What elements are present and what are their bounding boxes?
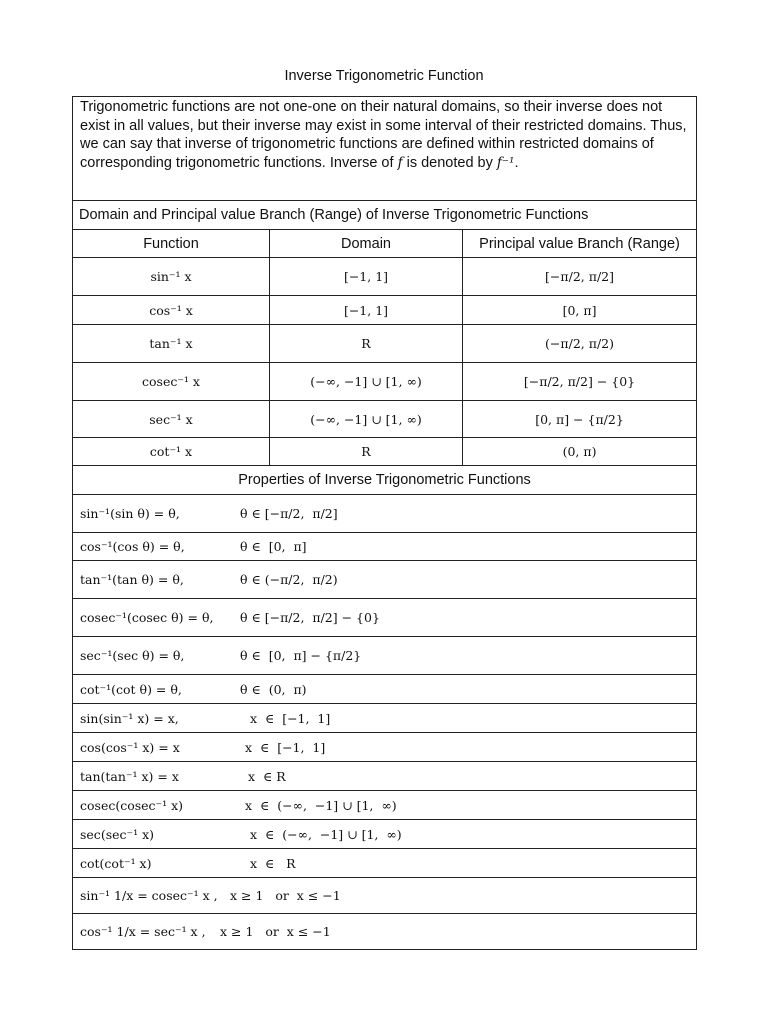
domain-cell: [−1, 1]: [270, 296, 463, 325]
property-rhs: x ∈ (−∞, −1] ∪ [1, ∞): [250, 826, 402, 842]
property-rhs: x ∈ R: [248, 768, 286, 784]
intro-end: .: [514, 154, 519, 171]
property-rhs: x ∈ R: [250, 855, 296, 871]
property-lhs: cos⁻¹(cos θ) = θ,: [80, 539, 185, 554]
property-lhs: cosec⁻¹(cosec θ) = θ,: [80, 610, 214, 625]
domain-header-row: [73, 230, 697, 258]
function-cell: cos⁻¹ x: [73, 296, 270, 325]
property-lhs: tan⁻¹(tan θ) = θ,: [80, 572, 184, 587]
domain-row: [73, 325, 697, 363]
property-row: [73, 733, 697, 762]
domain-row: [73, 296, 697, 325]
property-lhs: cot⁻¹(cot θ) = θ,: [80, 681, 182, 697]
property-rhs: x ∈ (−∞, −1] ∪ [1, ∞): [245, 797, 397, 813]
domain-cell: (−∞, −1] ∪ [1, ∞): [270, 363, 463, 401]
property-rhs: θ ∈ (−π/2, π/2): [240, 572, 338, 587]
property-row: [73, 762, 697, 791]
range-cell: (−π/2, π/2): [463, 325, 697, 363]
property-rhs: θ ∈ [−π/2, π/2] − {0}: [240, 610, 380, 625]
domain-row: [73, 363, 697, 401]
function-cell: sec⁻¹ x: [73, 401, 270, 438]
property-lhs: cos(cos⁻¹ x) = x: [80, 739, 180, 755]
properties-section-heading: Properties of Inverse Trigonometric Functions: [73, 466, 697, 495]
range-cell: (0, π): [463, 438, 697, 466]
property-row: [73, 599, 697, 637]
domain-section-heading: Domain and Principal value Branch (Range) of Inverse Trigonometric Functions: [73, 201, 697, 230]
range-cell: [−π/2, π/2] − {0}: [463, 363, 697, 401]
property-lhs: sec(sec⁻¹ x): [80, 826, 155, 842]
function-cell: sin⁻¹ x: [73, 258, 270, 296]
intro-paragraph: [73, 97, 697, 201]
property-rhs: x ≥ 1 or x ≤ −1: [220, 924, 331, 939]
property-row: [73, 561, 697, 599]
domain-row: [73, 258, 697, 296]
property-rhs: θ ∈ [−π/2, π/2]: [240, 506, 338, 521]
domain-cell: R: [270, 325, 463, 363]
intro-f-inverse-symbol: f⁻¹: [496, 154, 515, 171]
col-header-function: Function: [73, 230, 270, 258]
function-cell: cot⁻¹ x: [73, 438, 270, 466]
col-header-domain: Domain: [270, 230, 463, 258]
property-lhs: sec⁻¹(sec θ) = θ,: [80, 648, 185, 663]
function-cell: tan⁻¹ x: [73, 325, 270, 363]
intro-row: [73, 97, 697, 201]
domain-row: [73, 401, 697, 438]
property-lhs: tan(tan⁻¹ x) = x: [80, 768, 179, 784]
property-lhs: cos⁻¹ 1/x = sec⁻¹ x ,: [80, 924, 206, 939]
range-cell: [−π/2, π/2]: [463, 258, 697, 296]
property-rhs: θ ∈ [0, π] − {π/2}: [240, 648, 362, 663]
property-lhs: sin⁻¹(sin θ) = θ,: [80, 506, 180, 521]
property-lhs: sin⁻¹ 1/x = cosec⁻¹ x ,: [80, 888, 218, 903]
property-row: [73, 675, 697, 704]
property-lhs: cot(cot⁻¹ x): [80, 855, 152, 871]
property-lhs: cosec(cosec⁻¹ x): [80, 797, 184, 813]
function-cell: cosec⁻¹ x: [73, 363, 270, 401]
property-row: [73, 914, 697, 950]
intro-mid-text: is denoted by: [406, 154, 493, 171]
domain-cell: [−1, 1]: [270, 258, 463, 296]
property-rhs: x ≥ 1 or x ≤ −1: [230, 888, 341, 903]
domain-cell: R: [270, 438, 463, 466]
property-rhs: x ∈ [−1, 1]: [250, 710, 331, 726]
property-lhs: sin(sin⁻¹ x) = x,: [80, 710, 179, 726]
property-row: [73, 820, 697, 849]
range-cell: [0, π] − {π/2}: [463, 401, 697, 438]
property-rhs: θ ∈ [0, π]: [240, 539, 307, 554]
property-rhs: x ∈ [−1, 1]: [245, 739, 326, 755]
property-row: [73, 495, 697, 533]
property-row: [73, 637, 697, 675]
property-row: [73, 533, 697, 561]
intro-f-symbol: f: [397, 154, 403, 171]
property-row: [73, 878, 697, 914]
domain-row: [73, 438, 697, 466]
col-header-range: Principal value Branch (Range): [463, 230, 697, 258]
page-title: Inverse Trigonometric Function: [284, 68, 484, 84]
property-row: [73, 849, 697, 878]
property-row: [73, 704, 697, 733]
domain-cell: (−∞, −1] ∪ [1, ∞): [270, 401, 463, 438]
intro-text: Trigonometric functions are not one-one on their natural domains, so their inverse does not exist in all values, but their inverse may exist in some interval of their restricted domains. Thus, we can say that inverse of trigonometric functions are defined within restricted domains of corresponding trigonometric functions. Inverse of: [80, 99, 687, 171]
range-cell: [0, π]: [463, 296, 697, 325]
inverse-trig-table: [72, 96, 697, 950]
property-row: [73, 791, 697, 820]
property-rhs: θ ∈ (0, π): [240, 681, 307, 697]
